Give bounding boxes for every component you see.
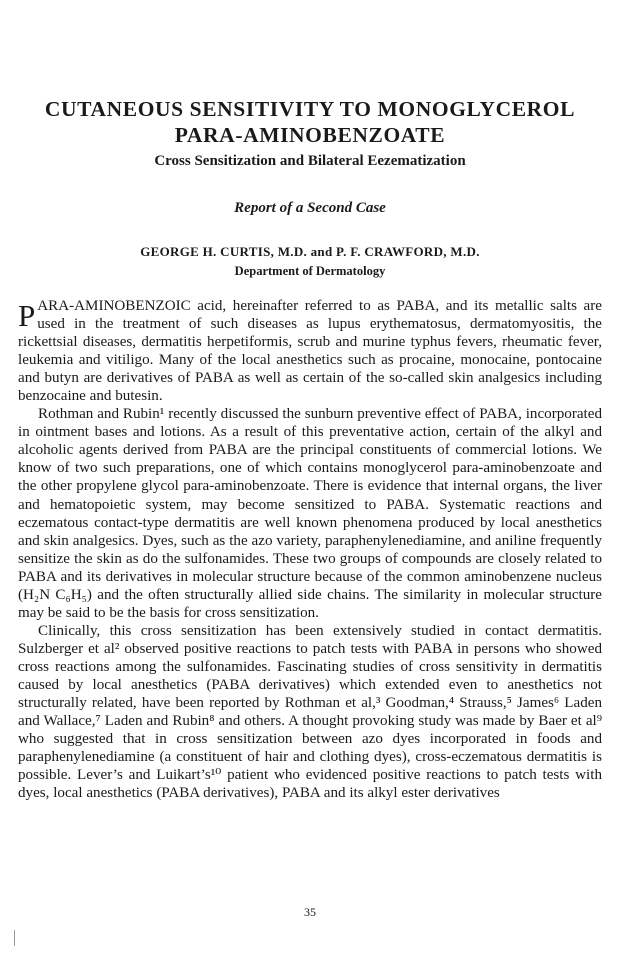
title-line-1: CUTANEOUS SENSITIVITY TO MONOGLYCEROL — [44, 97, 576, 121]
title-line-2: PARA-AMINOBENZOATE — [174, 123, 446, 147]
article-subtitle: Cross Sensitization and Bilateral Eezematization — [154, 153, 466, 169]
department-line: Department of Dermatology — [234, 264, 386, 278]
author-line: GEORGE H. CURTIS, M.D. and P. F. CRAWFORD, M.D. — [140, 244, 480, 259]
article-body — [18, 297, 602, 802]
scan-margin-mark — [14, 930, 15, 946]
report-label: Report of a Second Case — [234, 200, 386, 216]
page-number: 35 — [304, 905, 316, 919]
paragraph-2: Rothman and Rubin¹ recently discussed the sunburn preventive effect of PABA, incorporated in ointment bases and lotions. As a result of this preventative action, certain of the alkyl and alcoholic agents derived from PABA are the principal constituents of commercial lotions. We know of two such preparations, one of which contains monoglycerol para-aminobenzoate and the other propylene glycol para-aminobenzoate. There is evidence that internal organs, the liver and hematopoietic system, may become sensitized to PABA. Systematic reactions and eczematous contact-type dermatitis are well known phenomena produced by local anesthetics and skin analgesics. Dyes, such as the azo variety, paraphenylenediamine, and aniline frequently sensitize the skin as do the sulfonamides. These two groups of compounds are closely related to PABA and its derivatives in molecular structure because of the common aminobenzene nucleus (H₂N C₆H₅) and the often structurally allied side chains. The similarity in molecular structure may be said to be the basis for cross sensitization. — [18, 406, 602, 621]
drop-cap: P — [18, 298, 36, 333]
paragraph-3: Clinically, this cross sensitization has been extensively studied in contact dermatitis. Sulzberger et al² observed positive reactions to patch tests with PABA in persons who showed cross reactions among the sulfonamides. Fascinating studies of cross sensitivity in dermatitis caused by local anesthetics (PABA derivatives) which extended even to anesthetics not structurally related, have been reported by Rothman et al,³ Goodman,⁴ Strauss,⁵ James⁶ Laden and Wallace,⁷ Laden and Rubin⁸ and others. A thought provoking study was made by Baer et al⁹ who suggested that in cross sensitization between azo dyes incorporated in foods and paraphenylenediamine (a constituent of hair and clothing dyes), cross-eczematous dermatitis is possible. Lever’s and Luikart’s¹⁰ patient who evidenced positive reactions to patch tests with dyes, local anesthetics (PABA derivatives), PABA and its alkyl ester derivatives — [18, 622, 602, 802]
article-title — [20, 96, 600, 148]
paragraph-1-text: ARA-AMINOBENZOIC acid, hereinafter referred to as PABA, and its metallic salts are used in the treatment of such diseases as lupus erythematosus, dermatomyositis, the rickettsial diseases, dermatitis herpetiformis, scrub and murine typhus fevers, rheumatic fever, leukemia and vitiligo. Many of the local anesthetics such as procaine, monocaine, pontocaine and butyn are derivatives of PABA as well as certain of the so-called skin analgesics including benzocaine and butesin. — [18, 298, 602, 405]
paragraph-1 — [18, 297, 602, 405]
